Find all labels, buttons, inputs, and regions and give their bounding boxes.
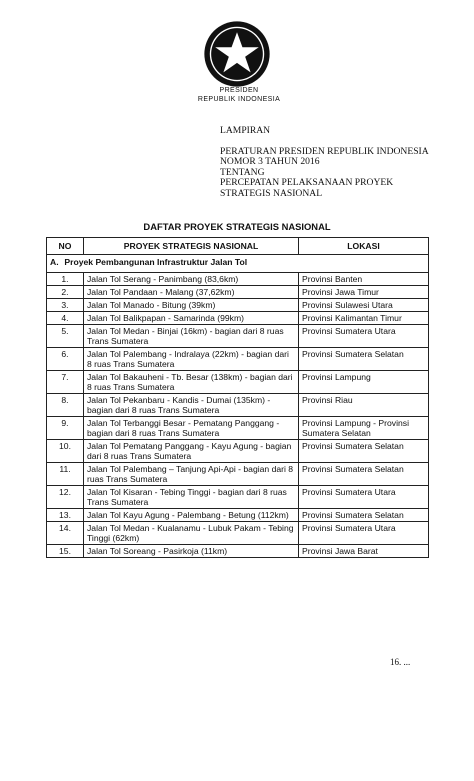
header-project: PROYEK STRATEGIS NASIONAL <box>84 238 299 255</box>
row-location: Provinsi Sumatera Selatan <box>299 348 429 371</box>
seal-title: PRESIDEN <box>219 87 259 94</box>
lampiran-line: PERATURAN PRESIDEN REPUBLIK INDONESIA <box>220 145 429 157</box>
header-location: LOKASI <box>299 238 429 255</box>
table-row <box>47 545 429 558</box>
project-table <box>46 237 429 558</box>
row-number: 3. <box>47 299 84 312</box>
row-location: Provinsi Sumatera Utara <box>299 486 429 509</box>
table-row <box>47 463 429 486</box>
row-location: Provinsi Kalimantan Timur <box>299 312 429 325</box>
row-project: Jalan Tol Pandaan - Malang (37,62km) <box>84 286 299 299</box>
row-number: 13. <box>47 509 84 522</box>
row-project: Jalan Tol Bakauheni - Tb. Besar (138km) - bagian dari 8 ruas Trans Sumatera <box>84 371 299 394</box>
presidential-seal-icon <box>203 20 271 88</box>
row-number: 11. <box>47 463 84 486</box>
table-row <box>47 509 429 522</box>
table-row <box>47 348 429 371</box>
section-letter: A. <box>50 257 59 267</box>
row-project: Jalan Tol Serang - Panimbang (83,6km) <box>84 273 299 286</box>
table-row <box>47 286 429 299</box>
row-location: Provinsi Riau <box>299 394 429 417</box>
row-location: Provinsi Banten <box>299 273 429 286</box>
table-header-row <box>47 238 429 255</box>
row-location: Provinsi Sumatera Utara <box>299 522 429 545</box>
row-number: 14. <box>47 522 84 545</box>
table-row <box>47 312 429 325</box>
row-project: Jalan Tol Pekanbaru - Kandis - Dumai (135km) - bagian dari 8 ruas Trans Sumatera <box>84 394 299 417</box>
row-project: Jalan Tol Kayu Agung - Palembang - Betung (112km) <box>84 509 299 522</box>
row-location: Provinsi Sumatera Selatan <box>299 440 429 463</box>
row-number: 9. <box>47 417 84 440</box>
lampiran-line: NOMOR 3 TAHUN 2016 <box>220 156 320 168</box>
table-row <box>47 371 429 394</box>
lampiran-line: TENTANG <box>220 166 265 178</box>
row-location: Provinsi Jawa Barat <box>299 545 429 558</box>
row-project: Jalan Tol Terbanggi Besar - Pematang Panggang - bagian dari 8 ruas Trans Sumatera <box>84 417 299 440</box>
row-number: 12. <box>47 486 84 509</box>
row-number: 7. <box>47 371 84 394</box>
row-number: 6. <box>47 348 84 371</box>
row-number: 10. <box>47 440 84 463</box>
table-row <box>47 299 429 312</box>
row-location: Provinsi Sumatera Selatan <box>299 509 429 522</box>
section-title: Proyek Pembangunan Infrastruktur Jalan Tol <box>64 257 248 267</box>
row-project: Jalan Tol Medan - Binjai (16km) - bagian dari 8 ruas Trans Sumatera <box>84 325 299 348</box>
page-continuation: 16. ... <box>390 657 411 667</box>
row-location: Provinsi Jawa Timur <box>299 286 429 299</box>
row-project: Jalan Tol Pematang Panggang - Kayu Agung - bagian dari 8 ruas Trans Sumatera <box>84 440 299 463</box>
table-row <box>47 486 429 509</box>
row-project: Jalan Tol Kisaran - Tebing Tinggi - bagian dari 8 ruas Trans Sumatera <box>84 486 299 509</box>
row-number: 8. <box>47 394 84 417</box>
table-row <box>47 417 429 440</box>
lampiran-line: PERCEPATAN PELAKSANAAN PROYEK <box>220 177 394 189</box>
table-row <box>47 394 429 417</box>
row-number: 15. <box>47 545 84 558</box>
row-project: Jalan Tol Soreang - Pasirkoja (11km) <box>84 545 299 558</box>
section-row <box>47 255 429 273</box>
row-project: Jalan Tol Palembang – Tanjung Api-Api - bagian dari 8 ruas Trans Sumatera <box>84 463 299 486</box>
row-number: 4. <box>47 312 84 325</box>
lampiran-label: LAMPIRAN <box>220 125 271 136</box>
row-project: Jalan Tol Balikpapan - Samarinda (99km) <box>84 312 299 325</box>
row-location: Provinsi Lampung - Provinsi Sumatera Selatan <box>299 417 429 440</box>
header-no: NO <box>47 238 84 255</box>
row-number: 5. <box>47 325 84 348</box>
seal-subtitle: REPUBLIK INDONESIA <box>197 96 281 103</box>
row-project: Jalan Tol Palembang - Indralaya (22km) - bagian dari 8 ruas Trans Sumatera <box>84 348 299 371</box>
row-number: 1. <box>47 273 84 286</box>
row-location: Provinsi Lampung <box>299 371 429 394</box>
table-row <box>47 440 429 463</box>
row-project: Jalan Tol Manado - Bitung (39km) <box>84 299 299 312</box>
row-location: Provinsi Sumatera Utara <box>299 325 429 348</box>
lampiran-line: STRATEGIS NASIONAL <box>220 187 323 199</box>
row-location: Provinsi Sulawesi Utara <box>299 299 429 312</box>
row-number: 2. <box>47 286 84 299</box>
section-cell <box>47 255 429 273</box>
table-row <box>47 325 429 348</box>
row-project: Jalan Tol Medan - Kualanamu - Lubuk Pakam - Tebing Tinggi (62km) <box>84 522 299 545</box>
document-title: DAFTAR PROYEK STRATEGIS NASIONAL <box>143 221 331 232</box>
table-row <box>47 273 429 286</box>
row-location: Provinsi Sumatera Selatan <box>299 463 429 486</box>
table-row <box>47 522 429 545</box>
lampiran-block <box>220 126 429 200</box>
